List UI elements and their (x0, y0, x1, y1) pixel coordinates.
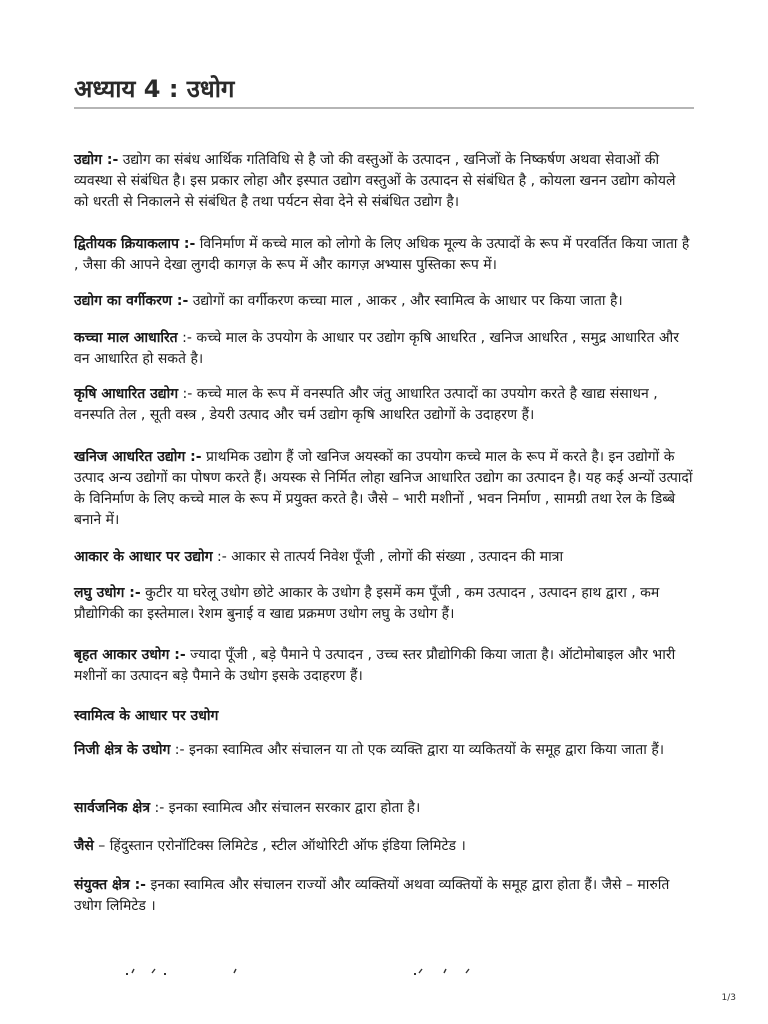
term-heading: बृहत आकार उधोग :- (74, 647, 186, 663)
paragraph-text: इनका स्वामित्व और संचालन राज्यों और व्यक्तियों अथवा व्यक्तियों के समूह द्वारा होता हैं। जैसे – मारुति उधोग लिमिटेड । (74, 877, 670, 914)
paragraph-text: :- कच्चे माल के उपयोग के आधार पर उद्योग कृषि आधरित , खनिज आधरित , समुद्र आधारित और वन आधारित हो सकते है। (74, 330, 679, 367)
paragraph-jaise (74, 836, 694, 857)
paragraph-text: विनिर्माण में कच्चे माल को लोगो के लिए अधिक मूल्य के उत्पादों के रूप में परवर्तित किया जाता है , जैसा की आपने देखा लुगदी कागज़ के रूप में और कागज़ अभ्यास पुस्तिका रूप में। (74, 236, 690, 273)
paragraph-kachcha-maal (74, 328, 694, 370)
paragraph-text: :- कच्चे माल के रूप में वनस्पति और जंतु आधारित उत्पादों का उपयोग करते है खाद्य संसाधन , वनस्पति तेल , सूती वस्त्र , डेयरी उत्पाद और चर्म उद्योग कृषि आधरित उद्योगों के उदाहरण हैं। (74, 386, 658, 423)
paragraph-sarvajanik (74, 798, 694, 819)
paragraph-dvitiyak (74, 234, 694, 276)
paragraph-vargikaran (74, 291, 694, 312)
term-heading: खनिज आधरित उद्योग :- (74, 449, 202, 465)
paragraph-laghu (74, 583, 694, 625)
paragraph-text: उद्योग का संबंध आर्थिक गतिविधि से है जो की वस्तुओं के उत्पादन , खनिजों के निष्कर्षण अथवा सेवाओं की व्यवस्था से संबंधित है। इस प्रकार लोहा और इस्पात उद्योग वस्तुओं के उत्पादन से संबंधित है , कोयला खनन उद्योग कोयले को धरती से निकालने से संबंधित है तथा पर्यटन सेवा देने से संबंधित उद्योग है। (74, 152, 676, 210)
paragraph-sanyukt (74, 875, 694, 917)
paragraph-text: :- इनका स्वामित्व और संचालन या तो एक व्यक्ति द्वारा या व्यकितयों के समूह द्वारा किया जाता हैं। (170, 742, 665, 758)
cut-off-glyph-tops (74, 960, 694, 984)
term-heading: उद्योग :- (74, 152, 119, 168)
paragraph-text: – हिंदुस्तान एरोनॉटिक्स लिमिटेड , स्टील ऑथोरिटी ऑफ इंडिया लिमिटेड । (93, 838, 466, 854)
paragraph-khanij (74, 447, 694, 531)
page-number: 1/3 (721, 993, 736, 1003)
paragraph-text: प्राथमिक उद्योग हैं जो खनिज अयस्कों का उपयोग कच्चे माल के रूप में करते है। इन उद्योगों के उत्पाद अन्य उद्योगों का पोषण करते हैं। अयस्क से निर्मित लोहा खनिज आधारित उद्योग का उत्पादन है। यह कई अन्यों उत्पादों के विनिर्माण के लिए कच्चे माल के रूप में प्रयुक्त करते है। जैसे – भारी मशीनों , भवन निर्माण , सामग्री तथा रेल के डिब्बे बनाने में। (74, 449, 693, 528)
term-heading: द्वितीयक क्रियाकलाप :- (74, 236, 196, 252)
paragraph-krishi (74, 384, 694, 426)
paragraph-niji (74, 740, 694, 761)
section-heading: स्वामित्व के आधार पर उधोग (74, 708, 219, 724)
term-heading: आकार के आधार पर उद्योग (74, 549, 213, 565)
term-heading: लघु उधोग :- (74, 585, 141, 601)
paragraph-text: उद्योगों का वर्गीकरण कच्चा माल , आकर , और स्वामित्व के आधार पर किया जाता है। (188, 293, 623, 309)
paragraph-text: ज्यादा पूँजी , बड़े पैमाने पे उत्पादन , उच्च स्तर प्रौद्योगिकी किया जाता है। ऑटोमोबाइल और भारी मशीनों का उत्पादन बड़े पैमाने के उधोग इसके उदाहरण हैं। (74, 647, 676, 684)
term-heading: कच्चा माल आधारित (74, 330, 178, 346)
paragraph-bruhat (74, 645, 694, 687)
chapter-title: अध्याय 4 : उधोग (74, 75, 235, 103)
paragraph-aakar (74, 547, 694, 568)
paragraph-text: :- आकार से तात्पर्य निवेश पूँजी , लोगों की संख्या , उत्पादन की मात्रा (212, 549, 564, 565)
term-heading: निजी क्षेत्र के उधोग (74, 742, 171, 758)
term-heading: सार्वजनिक क्षेत्र (74, 800, 151, 816)
paragraph-text: कुटीर या घरेलू उधोग छोटे आकार के उधोग है इसमें कम पूँजी , कम उत्पादन , उत्पादन हाथ द्वारा , कम प्रौद्योगिकी का इस्तेमाल। रेशम बुनाई व खाद्य प्रक्रमण उधोग लघु के उधोग हैं। (74, 585, 660, 622)
paragraph-udyog (74, 150, 694, 213)
term-heading: उद्योग का वर्गीकरण :- (74, 293, 189, 309)
term-heading: संयुक्त क्षेत्र :- (74, 877, 146, 893)
term-heading: कृषि आधारित उद्योग (74, 386, 179, 402)
cut-off-text-line (74, 960, 694, 984)
title-divider (74, 107, 694, 109)
section-swamitva (74, 706, 694, 727)
term-heading: जैसे (74, 838, 94, 854)
paragraph-text: :- इनका स्वामित्व और संचालन सरकार द्वारा होता है। (150, 800, 421, 816)
